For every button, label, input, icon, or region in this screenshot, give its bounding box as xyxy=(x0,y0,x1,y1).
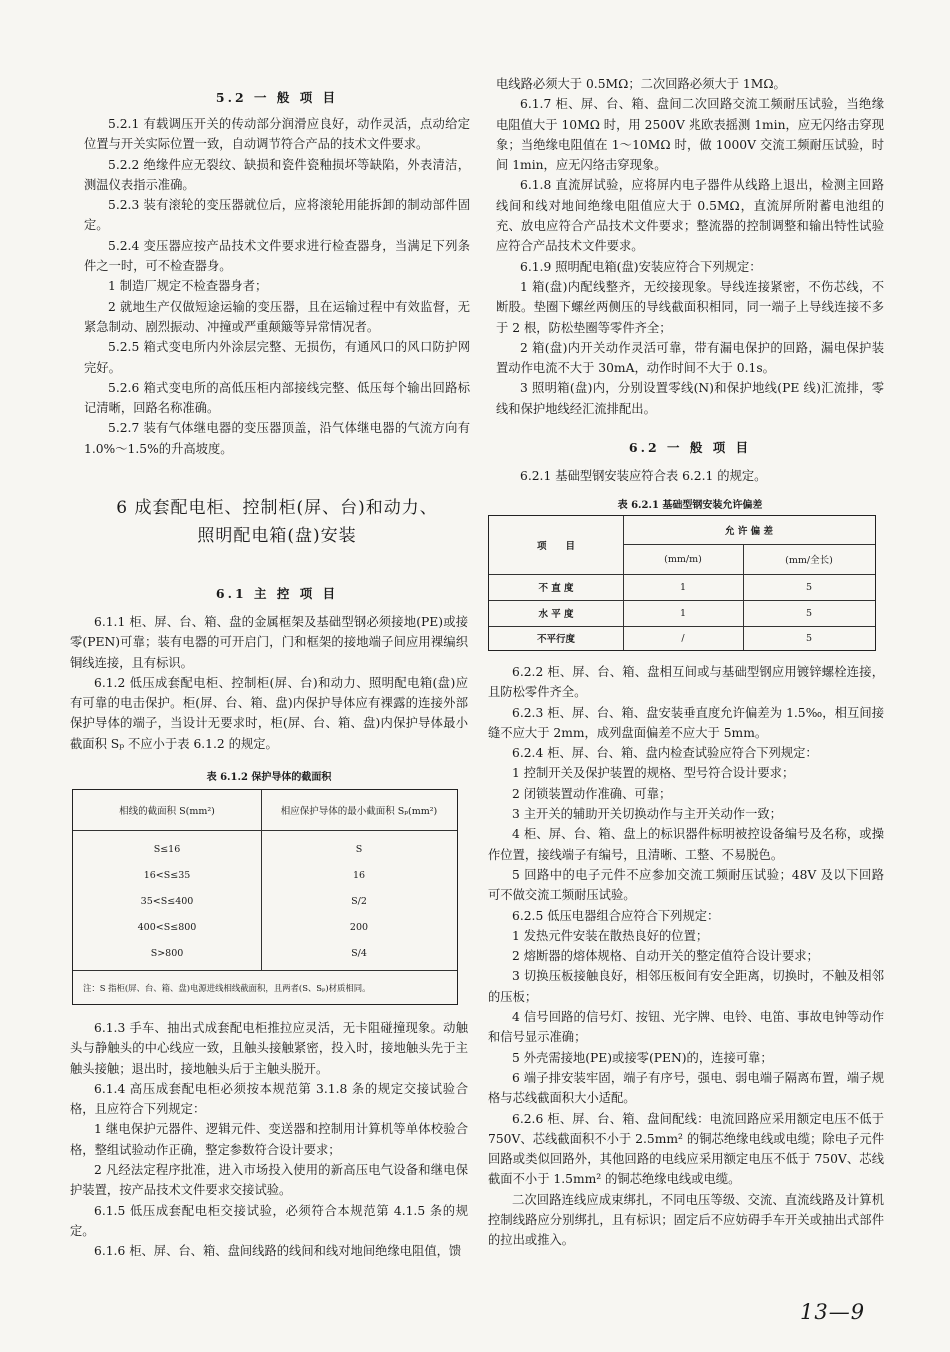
table-header-row xyxy=(73,790,457,830)
table-cell: 35<S≤400 xyxy=(140,895,194,907)
table-cell: 5 xyxy=(805,581,813,593)
left-column-block-1 xyxy=(84,114,470,459)
clause-6-2-1: 6.2.1 基础型钢安装应符合表 6.2.1 的规定。 xyxy=(520,469,767,483)
table-header-cell: 相线的截面积 S(mm²) xyxy=(119,806,215,817)
clause-6-1-1: 6.1.1 柜、屏、台、箱、盘的金属框架及基础型钢必须接地(PE)或接零(PEN)可靠；装有电器的可开启门，门和框架的接地端子间应用裸编织铜线连接，且有标识。 xyxy=(70,615,468,670)
clause-5-2-1: 5.2.1 有载调压开关的传动部分润滑应良好，动作灵活，点动给定位置与开关实际位置一致，自动调节符合产品的技术文件要求。 xyxy=(84,117,470,152)
clause-5-2-4-item-1: 1 制造厂规定不检查器身者； xyxy=(108,279,268,294)
table-header-cell: 允 许 偏 差 xyxy=(725,526,773,537)
clause-5-2-4: 5.2.4 变压器应按产品技术文件要求进行检查器身，当满足下列条件之一时，可不检查器身。 xyxy=(84,238,470,274)
table-cell: S≤16 xyxy=(153,843,181,855)
clause-6-2-6-paragraph-2: 二次回路连线应成束绑扎，不同电压等级、交流、直流线路及计算机控制线路应分别绑扎，且有标识；固定后不应妨碍手车开关或抽出式部件的拉出或推入。 xyxy=(488,1192,884,1248)
table-cell: 1 xyxy=(679,581,687,593)
clause-5-2-2: 5.2.2 绝缘件应无裂纹、缺损和瓷件瓷釉损坏等缺陷，外表清洁，测温仪表指示准确。 xyxy=(84,157,470,192)
table-cell: 400<S≤800 xyxy=(137,921,197,933)
table-header-cell: 相应保护导体的最小截面积 Sₚ(mm²) xyxy=(280,806,438,817)
left-column-block-3 xyxy=(70,1018,468,1262)
clause-6-2-4: 6.2.4 柜、屏、台、箱、盘内检查试验应符合下列规定： xyxy=(512,746,818,761)
table-row xyxy=(489,626,875,650)
table-row xyxy=(73,862,457,888)
clause-6-1-9-item-1: 1 箱(盘)内配线整齐，无绞接现象。导线连接紧密，不伤芯线，不断股。垫圈下螺丝两侧压的导线截面积相同，同一端子上导线连接不多于 2 根，防松垫圈等零件齐全； xyxy=(496,279,884,335)
clause-5-2-7: 5.2.7 装有气体继电器的变压器顶盖，沿气体继电器的气流方向有1.0%～1.5%的升高坡度。 xyxy=(84,421,470,456)
table-row xyxy=(489,600,875,626)
clause-6-1-9: 6.1.9 照明配电箱(盘)安装应符合下列规定： xyxy=(520,259,762,274)
table-6-2-1 xyxy=(488,515,876,651)
table-cell: 不平行度 xyxy=(536,634,575,645)
table-cell: 16 xyxy=(352,869,366,881)
clause-6-1-8: 6.1.8 直流屏试验，应将屏内电子器件从线路上退出，检测主回路线间和线对地间绝缘电阻值应大于 0.5MΩ，直流屏所附蓄电池组的充、放电应符合产品技术文件要求；整流器的控制调整和输出特性试验应符合产品技术文件要求。 xyxy=(496,178,884,254)
clause-6-2-2: 6.2.2 柜、屏、台、箱、盘相互间或与基础型钢应用镀锌螺栓连接，且防松零件齐全。 xyxy=(488,665,884,700)
section-heading-5-2: 5.2 一 般 项 目 xyxy=(215,90,339,105)
table-cell: 200 xyxy=(349,921,369,933)
clause-6-2-3: 6.2.3 柜、屏、台、箱、盘安装垂直度允许偏差为 1.5‰，相互间接缝不应大于 2mm，成列盘面偏差不应大于 5mm。 xyxy=(488,705,884,740)
table-cell: S xyxy=(355,843,363,855)
clause-6-2-5-item-5: 5 外壳需接地(PE)或接零(PEN)的，连接可靠； xyxy=(512,1050,773,1065)
table-header-cell: 项 目 xyxy=(536,541,575,552)
clause-6-2-4-item-1: 1 控制开关及保护装置的规格、型号符合设计要求； xyxy=(512,766,795,781)
table-header-row xyxy=(623,544,875,574)
clause-6-1-4-item-2: 2 凡经法定程序批准，进入市场投入使用的新高压电气设备和继电保护装置，按产品技术文件要求交接试验。 xyxy=(70,1163,468,1198)
clause-6-2-6: 6.2.6 柜、屏、台、箱、盘间配线：电流回路应采用额定电压不低于 750V、芯线截面积不小于 2.5mm² 的铜芯绝缘电线或电缆；除电子元件回路或类似回路外，其他回路的电线应采用额定电压不低于 750V、芯线截面不小于 1.5mm² 的铜芯绝缘电线或电缆。 xyxy=(488,1111,884,1187)
table-cell: 5 xyxy=(805,632,813,644)
table-cell: 5 xyxy=(805,607,813,619)
section-heading-6-2: 6.2 一 般 项 目 xyxy=(628,440,752,455)
clause-6-1-6: 6.1.6 柜、屏、台、箱、盘间线路的线间和线对地间绝缘电阻值，馈 xyxy=(94,1244,462,1259)
clause-6-1-5: 6.1.5 低压成套配电柜交接试验，必须符合本规范第 4.1.5 条的规定。 xyxy=(70,1203,468,1238)
left-column-block-2 xyxy=(70,612,468,754)
right-column-block-1 xyxy=(496,74,884,419)
clause-6-1-9-item-2: 2 箱(盘)内开关动作灵活可靠，带有漏电保护的回路，漏电保护装置动作电流不大于 30mA，动作时间不大于 0.1s。 xyxy=(496,340,884,376)
clause-6-2-4-item-4: 4 柜、屏、台、箱、盘上的标识器件标明被控设备编号及名称，或操作位置，接线端子有编号，且清晰、工整、不易脱色。 xyxy=(488,827,884,862)
table-divider xyxy=(73,830,457,831)
clause-6-2-4-item-3: 3 主开关的辅助开关切换动作与主开关动作一致； xyxy=(512,807,782,822)
table-cell: 水 平 度 xyxy=(538,609,574,620)
table-6-1-2 xyxy=(72,789,458,1005)
page-number: 13—9 xyxy=(800,1300,866,1324)
table-cell: S/4 xyxy=(351,947,367,959)
clause-5-2-6: 5.2.6 箱式变电所的高低压柜内部接线完整、低压每个输出回路标记清晰，回路名称准确。 xyxy=(84,380,470,416)
table-6-2-1-caption: 表 6.2.1 基础型钢安装允许偏差 xyxy=(617,500,763,511)
clause-6-2-4-item-5: 5 回路中的电子元件不应参加交流工频耐压试验；48V 及以下回路可不做交流工频耐压试验。 xyxy=(488,867,884,903)
table-row xyxy=(73,940,457,966)
clause-6-1-9-item-3: 3 照明箱(盘)内，分别设置零线(N)和保护地线(PE 线)汇流排，零线和保护地线经汇流排配出。 xyxy=(496,381,884,416)
chapter-6-title-line-1: 6 成套配电柜、控制柜(屏、台)和动力、 xyxy=(116,498,438,518)
clause-6-1-2: 6.1.2 低压成套配电柜、控制柜(屏、台)和动力、照明配电箱(盘)应有可靠的电击保护。柜(屏、台、箱、盘)内保护导体应有裸露的连接外部保护导体的端子，当设计无要求时，柜(屏、台、箱、盘)内保护导体最小截面积 Sₚ 不应小于表 6.1.2 的规定。 xyxy=(70,675,468,751)
table-row xyxy=(73,914,457,940)
table-cell: 不 直 度 xyxy=(538,583,574,594)
clause-6-1-6-continued: 电线路必须大于 0.5MΩ；二次回路必须大于 1MΩ。 xyxy=(496,77,786,91)
clause-6-2-5-item-3: 3 切换压板接触良好，相邻压板间有安全距离，切换时，不触及相邻的压板； xyxy=(488,969,884,1004)
clause-5-2-5: 5.2.5 箱式变电所内外涂层完整、无损伤，有通风口的风口防护网完好。 xyxy=(84,340,470,375)
clause-5-2-4-item-2: 2 就地生产仅做短途运输的变压器，且在运输过程中有效监督，无紧急制动、剧烈振动、冲撞或严重颠簸等异常情况者。 xyxy=(84,299,470,334)
clause-6-2-5-item-2: 2 熔断器的熔体规格、自动开关的整定值符合设计要求； xyxy=(512,949,819,964)
clause-6-2-4-item-2: 2 闭锁装置动作准确、可靠； xyxy=(512,786,672,801)
table-header-cell: (mm/m) xyxy=(664,553,702,565)
table-note: 注：S 指柜(屏、台、箱、盘)电源进线相线截面积，且两者(S、Sₚ)材质相同。 xyxy=(83,983,371,993)
table-row xyxy=(73,888,457,914)
table-divider xyxy=(73,970,457,971)
table-row xyxy=(489,574,875,600)
table-cell: S/2 xyxy=(351,895,367,907)
clause-6-2-5-item-6: 6 端子排安装牢固，端子有序号，强电、弱电端子隔离布置，端子规格与芯线截面积大小适配。 xyxy=(488,1070,884,1106)
clause-6-2-5-item-1: 1 发热元件安装在散热良好的位置； xyxy=(512,928,709,943)
table-cell: 1 xyxy=(679,607,687,619)
clause-6-1-3: 6.1.3 手车、抽出式成套配电柜推拉应灵活，无卡阻碰撞现象。动触头与静触头的中心线应一致，且触头接触紧密，投入时，接地触头先于主触头接触；退出时，接地触头后于主触头脱开。 xyxy=(70,1021,468,1076)
table-header-cell: (mm/全长) xyxy=(785,555,833,566)
clause-6-1-4-item-1: 1 继电保护元器件、逻辑元件、变送器和控制用计算机等单体校验合格，整组试验动作正确，整定参数符合设计要求； xyxy=(70,1122,468,1157)
clause-6-1-4: 6.1.4 高压成套配电柜必须按本规范第 3.1.8 条的规定交接试验合格，且应符合下列规定： xyxy=(70,1081,468,1117)
clause-5-2-3: 5.2.3 装有滚轮的变压器就位后，应将滚轮用能拆卸的制动部件固定。 xyxy=(84,198,470,233)
chapter-6-title xyxy=(84,494,470,550)
right-column-block-2 xyxy=(488,662,884,1251)
clause-6-2-1-block xyxy=(496,466,884,486)
table-row xyxy=(73,836,457,862)
clause-6-2-5: 6.2.5 低压电器组合应符合下列规定： xyxy=(512,908,720,923)
chapter-6-title-line-2: 照明配电箱(盘)安装 xyxy=(197,526,357,546)
table-cell: S>800 xyxy=(150,947,184,959)
table-cell: 16<S≤35 xyxy=(143,869,191,881)
clause-6-1-7: 6.1.7 柜、屏、台、箱、盘间二次回路交流工频耐压试验，当绝缘电阻值大于 10MΩ 时，用 2500V 兆欧表摇测 1min，应无闪络击穿现象；当绝缘电阻值在 1～10MΩ 时，做 1000V 交流工频耐压试验，时间 1min，应无闪络击穿现象。 xyxy=(496,97,884,173)
table-cell: / xyxy=(681,632,685,644)
section-heading-6-1: 6.1 主 控 项 目 xyxy=(215,586,339,601)
clause-6-2-5-item-4: 4 信号回路的信号灯、按钮、光字牌、电铃、电笛、事故电钟等动作和信号显示准确； xyxy=(488,1010,884,1045)
table-6-1-2-caption: 表 6.1.2 保护导体的截面积 xyxy=(206,772,332,783)
